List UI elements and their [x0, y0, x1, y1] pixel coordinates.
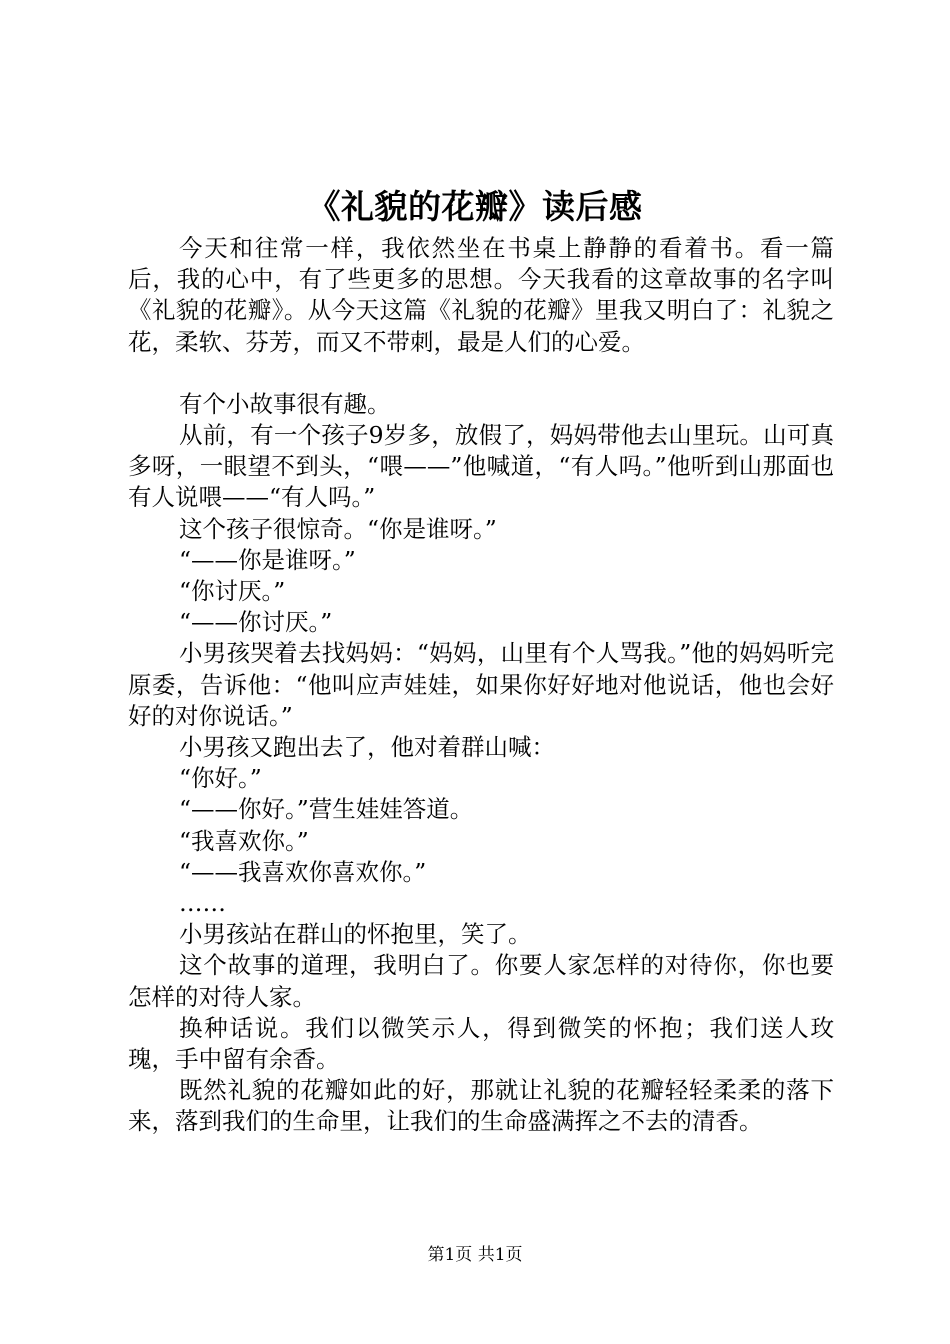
- paragraph: 既然礼貌的花瓣如此的好，那就让礼貌的花瓣轻轻柔柔的落下来，落到我们的生命里，让我们的生命盛满挥之不去的清香。: [128, 1076, 834, 1136]
- paragraph: 换种话说。我们以微笑示人，得到微笑的怀抱；我们送人玫瑰，手中留有余香。: [128, 1013, 834, 1074]
- paragraph: “你好。”: [179, 764, 262, 793]
- paragraph: “你讨厌。”: [179, 577, 286, 606]
- document-body: [128, 233, 834, 1138]
- paragraph: “——你是谁呀。”: [179, 545, 356, 574]
- paragraph: 有个小故事很有趣。: [179, 389, 391, 418]
- page-footer: 第1页 共1页: [427, 1245, 523, 1265]
- paragraph: 这个孩子很惊奇。“你是谁呀。”: [179, 514, 497, 543]
- ellipsis-paragraph: ……: [179, 889, 226, 918]
- page-title: 《礼貌的花瓣》读后感: [307, 187, 643, 226]
- paragraph: “——你好。”营生娃娃答道。: [179, 795, 474, 824]
- paragraph: “——我喜欢你喜欢你。”: [179, 857, 427, 886]
- paragraph: 今天和往常一样，我依然坐在书桌上静静的看着书。看一篇后，我的心中，有了些更多的思想。今天我看的这章故事的名字叫《礼貌的花瓣》。从今天这篇《礼貌的花瓣》里我又明白了：礼貌之花，柔软、芬芳，而又不带刺，最是人们的心爱。: [128, 234, 834, 356]
- paragraph: “我喜欢你。”: [179, 826, 309, 855]
- paragraph: 小男孩站在群山的怀抱里，笑了。: [179, 920, 532, 949]
- paragraph: 小男孩又跑出去了，他对着群山喊：: [179, 733, 555, 762]
- paragraph: 小男孩哭着去找妈妈：“妈妈，山里有个人骂我。”他的妈妈听完原委，告诉他：“他叫应声娃娃，如果你好好地对他说话，他也会好好的对你说话。”: [128, 639, 834, 730]
- paragraph: “——你讨厌。”: [179, 608, 333, 637]
- paragraph: 这个故事的道理，我明白了。你要人家怎样的对待你，你也要怎样的对待人家。: [128, 951, 834, 1011]
- paragraph: 从前，有一个孩子9岁多，放假了，妈妈带他去山里玩。山可真多呀，一眼望不到头，“喂——”他喊道，“有人吗。”他听到山那面也有人说喂——“有人吗。”: [128, 421, 834, 512]
